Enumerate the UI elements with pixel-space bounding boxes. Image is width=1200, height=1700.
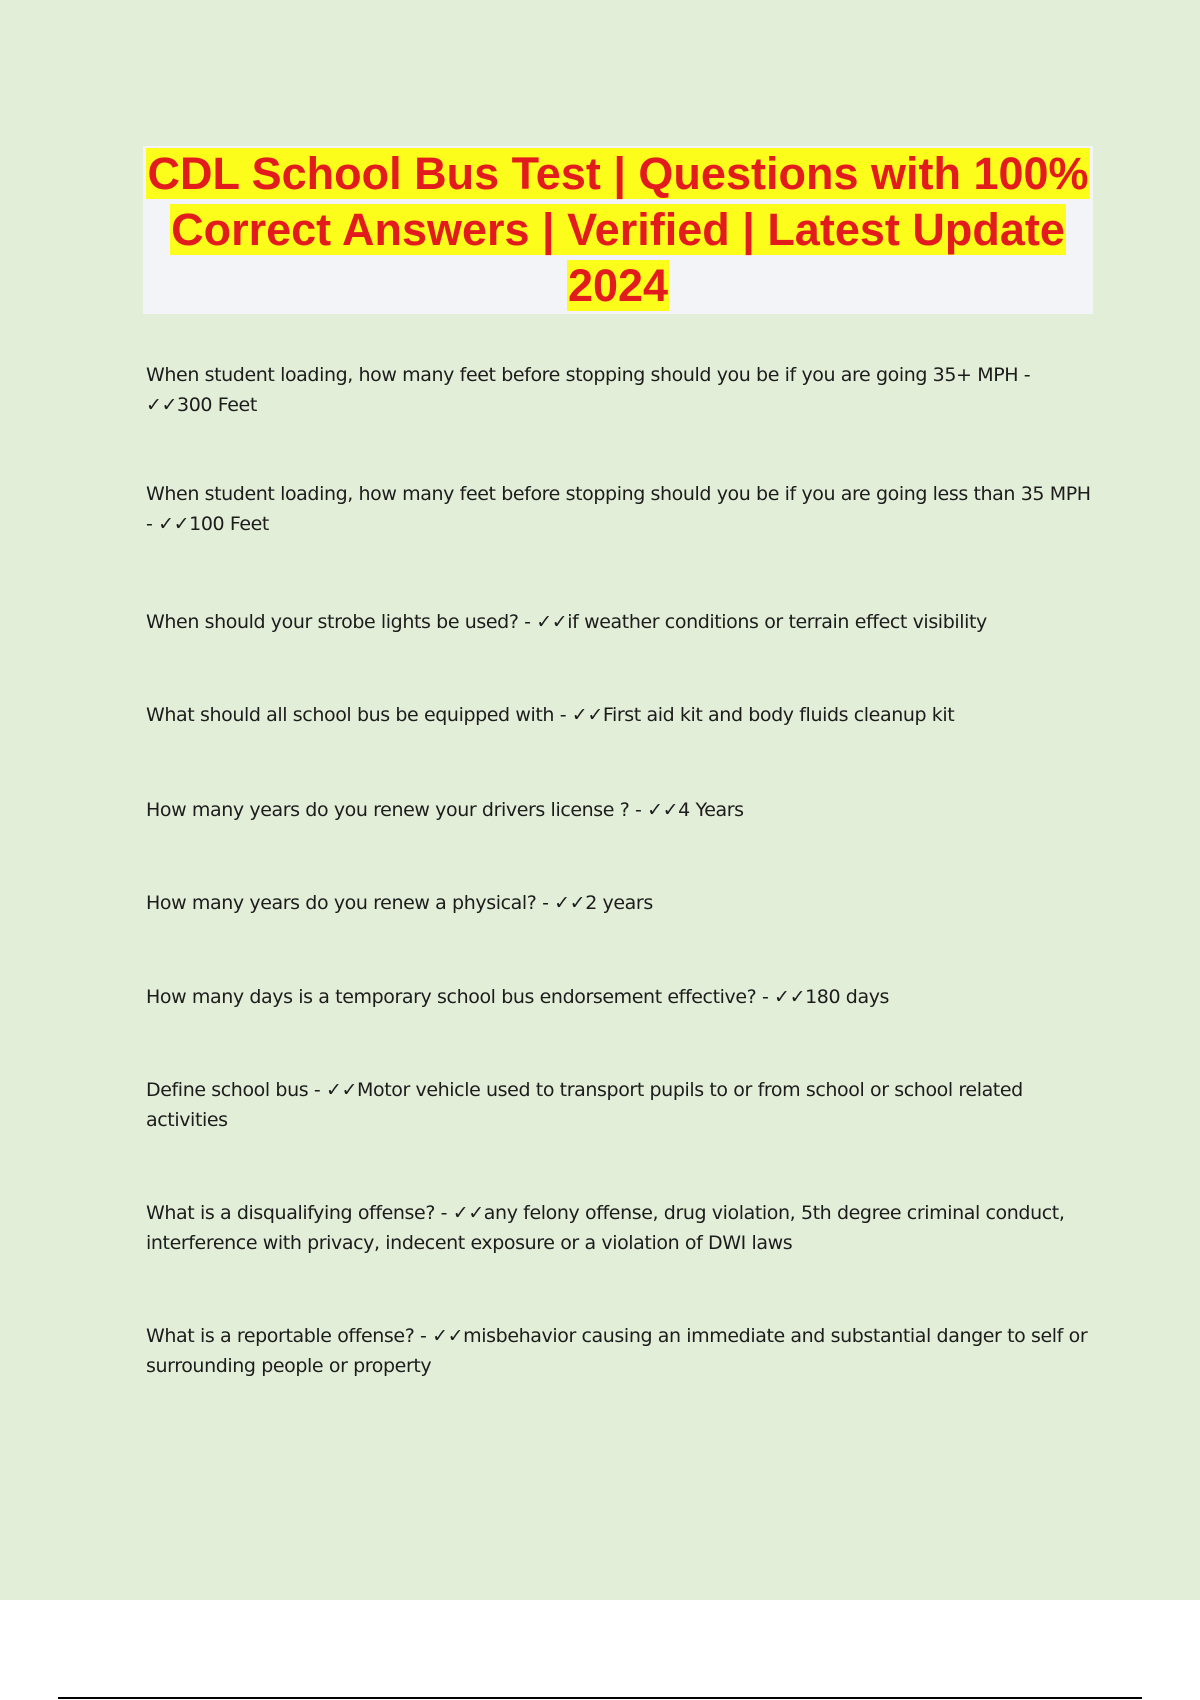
- qa-item: When should your strobe lights be used? - ✓✓if weather conditions or terrain effect visibility: [146, 611, 987, 633]
- title-box: [143, 146, 1093, 314]
- qa-item: What is a reportable offense? - ✓✓misbehavior causing an immediate and substantial danger to self or surrounding people or property: [146, 1325, 1088, 1377]
- qa-item: How many days is a temporary school bus endorsement effective? - ✓✓180 days: [146, 986, 890, 1008]
- qa-item: How many years do you renew a physical? - ✓✓2 years: [146, 892, 653, 914]
- qa-item: When student loading, how many feet before stopping should you be if you are going less than 35 MPH - ✓✓100 Feet: [146, 483, 1091, 535]
- qa-item: What is a disqualifying offense? - ✓✓any felony offense, drug violation, 5th degree criminal conduct, interference with privacy, indecent exposure or a violation of DWI laws: [146, 1202, 1065, 1254]
- footer-divider: [58, 1697, 1142, 1699]
- qa-item: Define school bus - ✓✓Motor vehicle used to transport pupils to or from school or school related activities: [146, 1079, 1023, 1131]
- qa-item: What should all school bus be equipped with - ✓✓First aid kit and body fluids cleanup kit: [146, 704, 955, 726]
- qa-item: When student loading, how many feet before stopping should you be if you are going 35+ MPH - ✓✓300 Feet: [146, 364, 1031, 416]
- qa-item: How many years do you renew your drivers license ? - ✓✓4 Years: [146, 799, 744, 821]
- document-title-text: CDL School Bus Test | Questions with 100% Correct Answers | Verified | Latest Update 2024: [147, 148, 1089, 311]
- document-title: [143, 146, 1093, 314]
